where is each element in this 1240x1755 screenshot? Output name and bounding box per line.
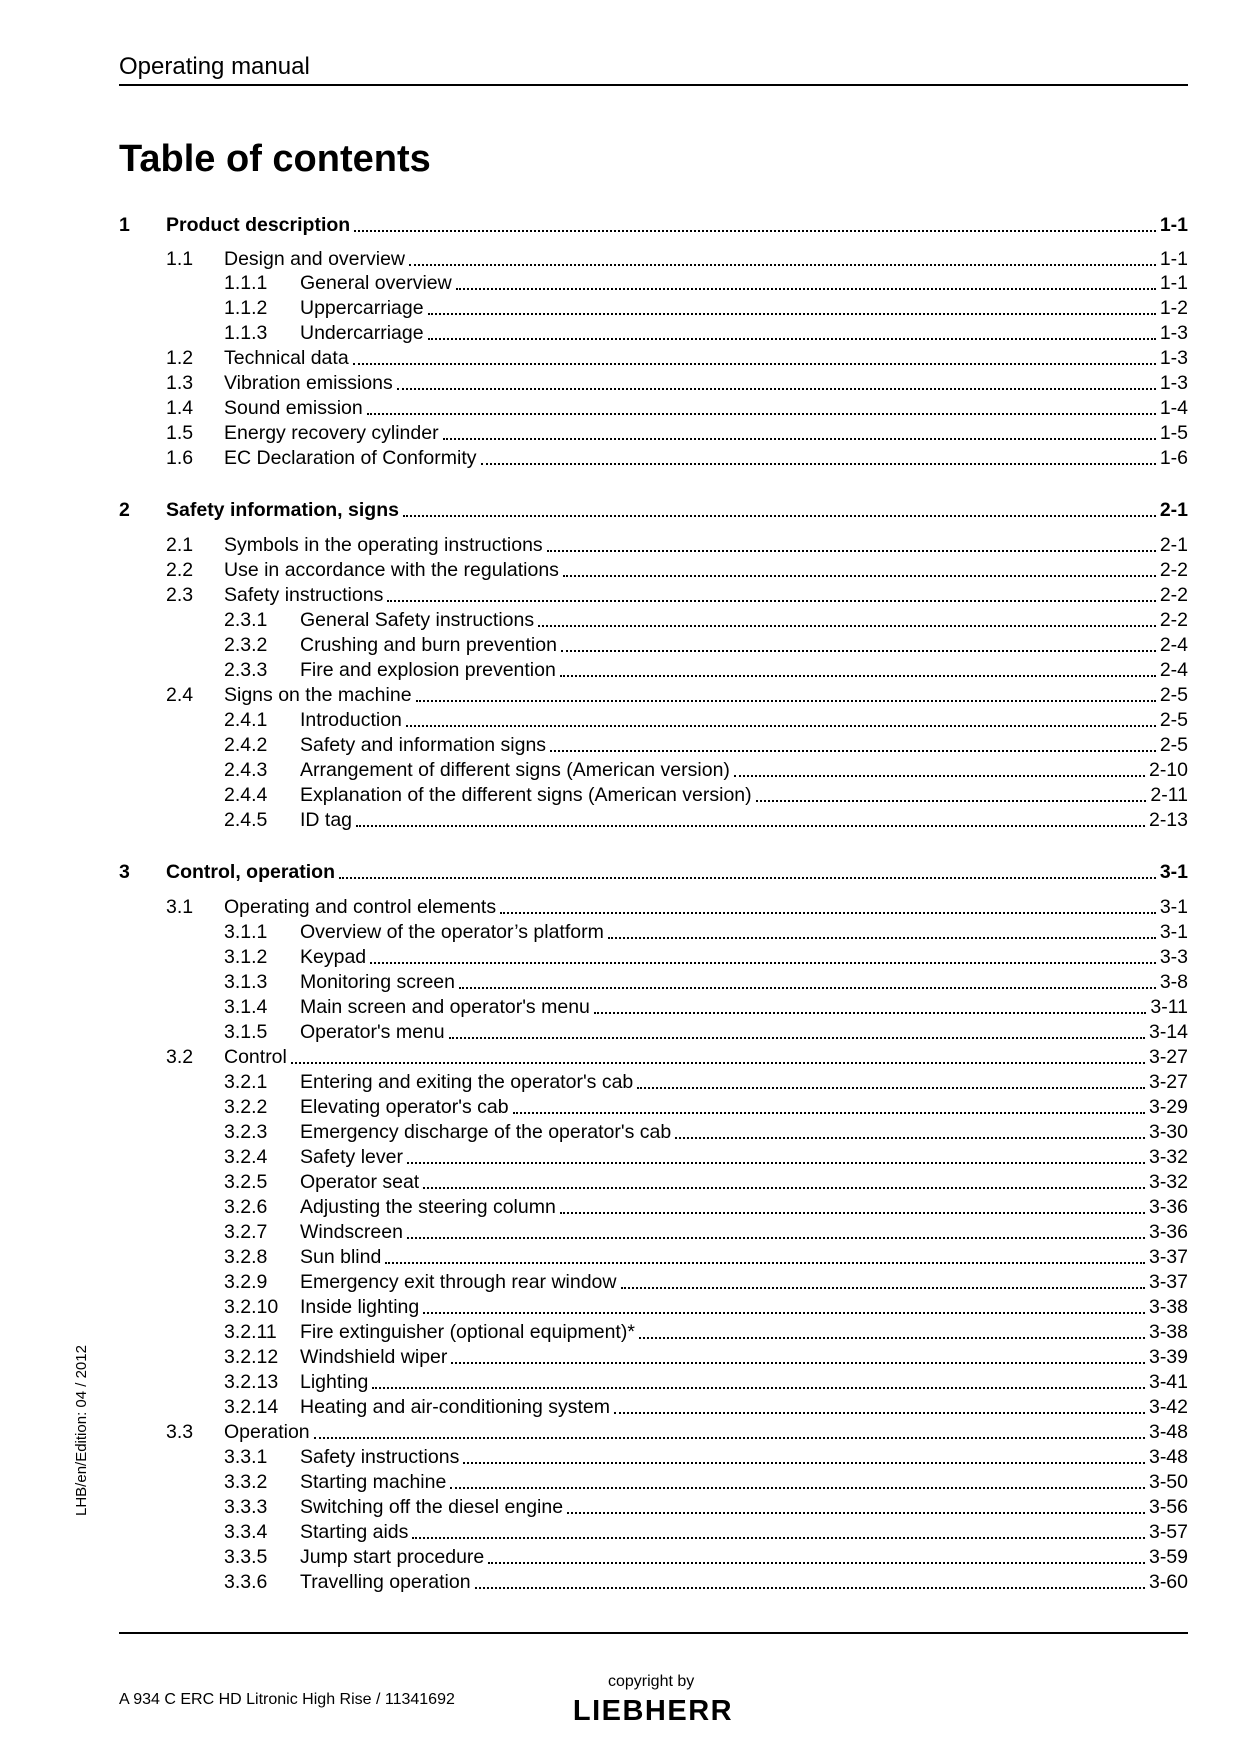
toc-dot-leader <box>406 722 1156 727</box>
toc-entry <box>224 633 1188 657</box>
toc-label: Fire extinguisher (optional equipment)* <box>300 1321 635 1343</box>
toc-label: Emergency exit through rear window <box>300 1271 617 1293</box>
toc-label: Sound emission <box>224 397 363 419</box>
toc-entry <box>224 920 1188 944</box>
toc-page-number: 3-38 <box>1148 1321 1188 1343</box>
toc-dot-leader <box>416 697 1156 702</box>
toc-dot-leader <box>450 1484 1145 1489</box>
toc-dot-leader <box>428 335 1156 340</box>
toc-label: Technical data <box>224 347 349 369</box>
toc-dot-leader <box>423 1184 1145 1189</box>
toc-number: 2.4.5 <box>224 809 268 831</box>
toc-label: Adjusting the steering column <box>300 1196 556 1218</box>
toc-entry <box>224 1570 1188 1594</box>
toc-page-number: 3-1 <box>1159 861 1188 883</box>
toc-entry <box>166 558 1188 582</box>
toc-dot-leader <box>675 1134 1145 1139</box>
toc-number: 3.2.1 <box>224 1071 268 1093</box>
toc-entry <box>224 733 1188 757</box>
toc-number: 3.2.12 <box>224 1346 279 1368</box>
toc-page-number: 3-50 <box>1148 1471 1188 1493</box>
toc-entry <box>224 1395 1188 1419</box>
toc-label: Arrangement of different signs (American version) <box>300 759 730 781</box>
toc-page-number: 3-37 <box>1148 1246 1188 1268</box>
toc-entry <box>224 1320 1188 1344</box>
toc-dot-leader <box>550 747 1156 752</box>
toc-label: Elevating operator's cab <box>300 1096 509 1118</box>
toc-entry <box>224 995 1188 1019</box>
toc-entry <box>166 396 1188 420</box>
toc-entry <box>224 1495 1188 1519</box>
toc-page-number: 2-2 <box>1159 609 1188 631</box>
toc-label: Undercarriage <box>300 322 424 344</box>
toc-entry <box>166 895 1188 919</box>
toc-number: 3.1.3 <box>224 971 268 993</box>
toc-label: General overview <box>300 272 452 294</box>
toc-page-number: 1-1 <box>1159 248 1188 270</box>
toc-number: 3.3.2 <box>224 1471 268 1493</box>
toc-entry <box>224 1370 1188 1394</box>
toc-page-number: 3-27 <box>1148 1071 1188 1093</box>
toc-label: Overview of the operator’s platform <box>300 921 604 943</box>
toc-page-number: 3-36 <box>1148 1196 1188 1218</box>
toc-dot-leader <box>608 934 1156 939</box>
toc-page-number: 1-1 <box>1159 272 1188 294</box>
toc-entry <box>224 608 1188 632</box>
toc-page-number: 3-27 <box>1148 1046 1188 1068</box>
toc-entry <box>224 1095 1188 1119</box>
toc-dot-leader <box>560 672 1156 677</box>
toc-page-number: 1-5 <box>1159 422 1188 444</box>
toc-chapter <box>119 213 1188 237</box>
toc-dot-leader <box>423 1309 1145 1314</box>
toc-number: 1.3 <box>166 372 194 394</box>
toc-page-number: 2-2 <box>1159 584 1188 606</box>
toc-number: 3.3.1 <box>224 1446 268 1468</box>
toc-dot-leader <box>488 1559 1145 1564</box>
edition-note: LHB/en/Edition: 04 / 2012 <box>73 1345 90 1516</box>
header-divider <box>119 84 1188 86</box>
toc-entry <box>224 1220 1188 1244</box>
toc-number: 2.1 <box>166 534 194 556</box>
toc-dot-leader <box>428 310 1156 315</box>
toc-page-number: 1-3 <box>1159 322 1188 344</box>
toc-number: 2.3.2 <box>224 634 268 656</box>
toc-entry <box>166 247 1188 271</box>
toc-page-number: 3-32 <box>1148 1171 1188 1193</box>
toc-dot-leader <box>563 572 1156 577</box>
toc-entry <box>166 346 1188 370</box>
toc-entry <box>224 1245 1188 1269</box>
toc-label: Safety instructions <box>224 584 384 606</box>
toc-dot-leader <box>594 1009 1147 1014</box>
toc-label: Inside lighting <box>300 1296 420 1318</box>
toc-number: 3.2.5 <box>224 1171 268 1193</box>
toc-page-number: 3-39 <box>1148 1346 1188 1368</box>
toc-number: 1.1.2 <box>224 297 268 319</box>
toc-chapter <box>119 498 1188 522</box>
toc-dot-leader <box>356 822 1145 827</box>
toc-page-number: 3-48 <box>1148 1446 1188 1468</box>
toc-page-number: 1-1 <box>1159 214 1188 236</box>
toc-number: 3.1 <box>166 896 194 918</box>
toc-number: 2.4.2 <box>224 734 268 756</box>
toc-page-number: 1-3 <box>1159 372 1188 394</box>
footer-model-text: A 934 C ERC HD Litronic High Rise / 11341692 <box>119 1691 455 1708</box>
toc-dot-leader <box>403 512 1156 517</box>
toc-label: Entering and exiting the operator's cab <box>300 1071 634 1093</box>
toc-number: 3.1.2 <box>224 946 268 968</box>
toc-number: 2.4.1 <box>224 709 268 731</box>
toc-dot-leader <box>463 1459 1145 1464</box>
toc-page-number: 2-4 <box>1159 659 1188 681</box>
toc-dot-leader <box>500 909 1156 914</box>
toc-label: General Safety instructions <box>300 609 535 631</box>
toc-label: Operator's menu <box>300 1021 445 1043</box>
toc-entry <box>166 533 1188 557</box>
toc-dot-leader <box>407 1159 1145 1164</box>
toc-dot-leader <box>385 1259 1145 1264</box>
toc-label: Operating and control elements <box>224 896 497 918</box>
toc-page-number: 2-11 <box>1150 784 1188 806</box>
toc-entry <box>224 296 1188 320</box>
toc-entry <box>224 321 1188 345</box>
toc-number: 3.2.3 <box>224 1121 268 1143</box>
toc-number: 3 <box>119 861 130 883</box>
toc-number: 3.1.5 <box>224 1021 268 1043</box>
toc-label: Safety lever <box>300 1146 403 1168</box>
toc-number: 3.3.4 <box>224 1521 268 1543</box>
toc-dot-leader <box>561 647 1156 652</box>
toc-entry <box>224 1145 1188 1169</box>
toc-entry <box>224 1170 1188 1194</box>
toc-entry <box>224 783 1188 807</box>
toc-dot-leader <box>314 1434 1145 1439</box>
toc-page-number: 3-57 <box>1148 1521 1188 1543</box>
toc-number: 3.3 <box>166 1421 194 1443</box>
toc-page-number: 3-36 <box>1148 1221 1188 1243</box>
toc-entry <box>224 658 1188 682</box>
toc-page-number: 2-1 <box>1159 534 1188 556</box>
toc-dot-leader <box>370 959 1156 964</box>
toc-label: EC Declaration of Conformity <box>224 447 477 469</box>
toc-dot-leader <box>513 1109 1145 1114</box>
footer-divider <box>119 1632 1188 1634</box>
toc-label: Use in accordance with the regulations <box>224 559 559 581</box>
toc-label: Fire and explosion prevention <box>300 659 556 681</box>
toc-entry <box>224 1070 1188 1094</box>
toc-number: 3.2.4 <box>224 1146 268 1168</box>
toc-label: Emergency discharge of the operator's cab <box>300 1121 672 1143</box>
toc-number: 3.3.3 <box>224 1496 268 1518</box>
toc-page-number: 1-6 <box>1159 447 1188 469</box>
toc-entry <box>224 1445 1188 1469</box>
toc-number: 2.3 <box>166 584 194 606</box>
toc-label: Control, operation <box>166 861 335 883</box>
toc-page-number: 3-42 <box>1148 1396 1188 1418</box>
toc-label: Explanation of the different signs (American version) <box>300 784 752 806</box>
toc-label: ID tag <box>300 809 353 831</box>
toc-page-number: 3-59 <box>1148 1546 1188 1568</box>
toc-page-number: 1-2 <box>1159 297 1188 319</box>
toc-number: 2.4.4 <box>224 784 268 806</box>
toc-number: 1.1.1 <box>224 272 268 294</box>
toc-page-number: 2-2 <box>1159 559 1188 581</box>
toc-page-number: 3-3 <box>1159 946 1188 968</box>
footer-copyright-text: copyright by <box>608 1673 695 1690</box>
toc-number: 3.2.10 <box>224 1296 279 1318</box>
toc-entry <box>224 1195 1188 1219</box>
toc-number: 3.2.11 <box>224 1321 277 1343</box>
toc-label: Product description <box>166 214 351 236</box>
liebherr-logo <box>556 1694 750 1724</box>
toc-dot-leader <box>291 1059 1145 1064</box>
toc-dot-leader <box>397 385 1156 390</box>
toc-label: Lighting <box>300 1371 369 1393</box>
toc-number: 2.2 <box>166 559 194 581</box>
toc-label: Safety information, signs <box>166 499 399 521</box>
toc-dot-leader <box>456 285 1156 290</box>
toc-dot-leader <box>756 797 1147 802</box>
toc-number: 3.2.8 <box>224 1246 268 1268</box>
toc-label: Keypad <box>300 946 367 968</box>
toc-dot-leader <box>538 622 1156 627</box>
toc-number: 1.4 <box>166 397 194 419</box>
toc-entry <box>224 1120 1188 1144</box>
toc-label: Switching off the diesel engine <box>300 1496 564 1518</box>
toc-label: Main screen and operator's menu <box>300 996 590 1018</box>
toc-page-number: 3-1 <box>1159 921 1188 943</box>
toc-number: 3.2.13 <box>224 1371 279 1393</box>
toc-page-number: 2-13 <box>1148 809 1188 831</box>
toc-entry <box>224 758 1188 782</box>
toc-label: Windscreen <box>300 1221 403 1243</box>
toc-entry <box>224 945 1188 969</box>
toc-dot-leader <box>547 547 1156 552</box>
toc-page-number: 2-5 <box>1159 709 1188 731</box>
toc-label: Signs on the machine <box>224 684 412 706</box>
toc-number: 2.4.3 <box>224 759 268 781</box>
toc-label: Windshield wiper <box>300 1346 448 1368</box>
toc-page-number: 3-30 <box>1148 1121 1188 1143</box>
toc-entry <box>224 1295 1188 1319</box>
toc-label: Safety and information signs <box>300 734 547 756</box>
toc-dot-leader <box>560 1209 1145 1214</box>
toc-number: 1.1 <box>166 248 194 270</box>
toc-dot-leader <box>614 1409 1145 1414</box>
toc-label: Energy recovery cylinder <box>224 422 439 444</box>
toc-label: Monitoring screen <box>300 971 455 993</box>
toc-entry <box>166 421 1188 445</box>
toc-page-number: 3-38 <box>1148 1296 1188 1318</box>
toc-entry <box>224 1345 1188 1369</box>
toc-entry <box>224 808 1188 832</box>
toc-dot-leader <box>372 1384 1145 1389</box>
toc-page-number: 3-29 <box>1148 1096 1188 1118</box>
toc-dot-leader <box>354 227 1156 232</box>
liebherr-logo-text: LIEBHERR <box>572 1695 734 1724</box>
toc-number: 1.2 <box>166 347 194 369</box>
header-title: Operating manual <box>119 53 310 80</box>
toc-number: 3.2.7 <box>224 1221 268 1243</box>
toc-page-number: 3-60 <box>1148 1571 1188 1593</box>
toc-number: 3.3.5 <box>224 1546 268 1568</box>
toc-chapter <box>119 860 1188 884</box>
toc-number: 3.1.1 <box>224 921 268 943</box>
toc-dot-leader <box>567 1509 1145 1514</box>
toc-label: Safety instructions <box>300 1446 460 1468</box>
toc-label: Heating and air-conditioning system <box>300 1396 611 1418</box>
toc-label: Introduction <box>300 709 402 731</box>
toc-entry <box>224 1545 1188 1569</box>
toc-label: Operator seat <box>300 1171 420 1193</box>
toc-number: 1.5 <box>166 422 194 444</box>
toc-page-number: 3-8 <box>1159 971 1188 993</box>
toc-label: Vibration emissions <box>224 372 393 394</box>
toc-label: Starting machine <box>300 1471 447 1493</box>
toc-label: Design and overview <box>224 248 406 270</box>
toc-dot-leader <box>459 984 1156 989</box>
toc-entry <box>166 446 1188 470</box>
toc-entry <box>224 271 1188 295</box>
toc-page-number: 2-5 <box>1159 684 1188 706</box>
toc-page-number: 2-5 <box>1159 734 1188 756</box>
toc-dot-leader <box>637 1084 1145 1089</box>
toc-label: Operation <box>224 1421 310 1443</box>
toc-dot-leader <box>449 1034 1145 1039</box>
toc-page-number: 3-41 <box>1148 1371 1188 1393</box>
toc-entry <box>224 1520 1188 1544</box>
toc-entry <box>224 1020 1188 1044</box>
toc-label: Starting aids <box>300 1521 409 1543</box>
toc-label: Uppercarriage <box>300 297 424 319</box>
toc-page-number: 2-4 <box>1159 634 1188 656</box>
toc-entry <box>224 1470 1188 1494</box>
toc-entry <box>166 683 1188 707</box>
toc-label: Crushing and burn prevention <box>300 634 557 656</box>
toc-page-number: 1-4 <box>1159 397 1188 419</box>
toc-entry <box>224 970 1188 994</box>
toc-dot-leader <box>481 460 1156 465</box>
toc-label: Travelling operation <box>300 1571 471 1593</box>
toc-number: 2 <box>119 499 130 521</box>
toc-number: 3.2 <box>166 1046 194 1068</box>
toc-dot-leader <box>409 261 1156 266</box>
toc-page-number: 1-3 <box>1159 347 1188 369</box>
toc-number: 3.2.14 <box>224 1396 279 1418</box>
toc-dot-leader <box>475 1584 1145 1589</box>
toc-number: 1 <box>119 214 130 236</box>
toc-label: Sun blind <box>300 1246 382 1268</box>
toc-number: 3.2.6 <box>224 1196 268 1218</box>
toc-number: 3.3.6 <box>224 1571 268 1593</box>
toc-label: Control <box>224 1046 287 1068</box>
toc-dot-leader <box>339 874 1156 879</box>
toc-page-number: 2-1 <box>1159 499 1188 521</box>
toc-page-number: 3-32 <box>1148 1146 1188 1168</box>
toc-dot-leader <box>451 1359 1145 1364</box>
toc-dot-leader <box>621 1284 1145 1289</box>
toc-dot-leader <box>387 597 1155 602</box>
toc-entry <box>224 1270 1188 1294</box>
toc-page-number: 3-48 <box>1148 1421 1188 1443</box>
page-title: Table of contents <box>119 138 431 180</box>
toc-number: 3.2.2 <box>224 1096 268 1118</box>
toc-dot-leader <box>407 1234 1145 1239</box>
toc-number: 3.1.4 <box>224 996 268 1018</box>
toc-dot-leader <box>367 410 1156 415</box>
toc-number: 2.3.3 <box>224 659 268 681</box>
toc-number: 2.4 <box>166 684 194 706</box>
toc-dot-leader <box>412 1534 1145 1539</box>
toc-page-number: 3-11 <box>1150 996 1188 1018</box>
toc-dot-leader <box>443 435 1156 440</box>
toc-page-number: 2-10 <box>1148 759 1188 781</box>
toc-entry <box>166 371 1188 395</box>
toc-page-number: 3-56 <box>1148 1496 1188 1518</box>
toc-page-number: 3-37 <box>1148 1271 1188 1293</box>
toc-number: 1.1.3 <box>224 322 268 344</box>
toc-entry <box>224 708 1188 732</box>
toc-label: Jump start procedure <box>300 1546 485 1568</box>
toc-number: 1.6 <box>166 447 194 469</box>
toc-label: Symbols in the operating instructions <box>224 534 543 556</box>
toc-dot-leader <box>639 1334 1145 1339</box>
toc-page-number: 3-14 <box>1148 1021 1188 1043</box>
toc-number: 2.3.1 <box>224 609 268 631</box>
toc-entry <box>166 1045 1188 1069</box>
toc-number: 3.2.9 <box>224 1271 268 1293</box>
toc-page-number: 3-1 <box>1159 896 1188 918</box>
toc-entry <box>166 1420 1188 1444</box>
toc-dot-leader <box>353 360 1156 365</box>
toc-entry <box>166 583 1188 607</box>
toc-dot-leader <box>734 772 1145 777</box>
